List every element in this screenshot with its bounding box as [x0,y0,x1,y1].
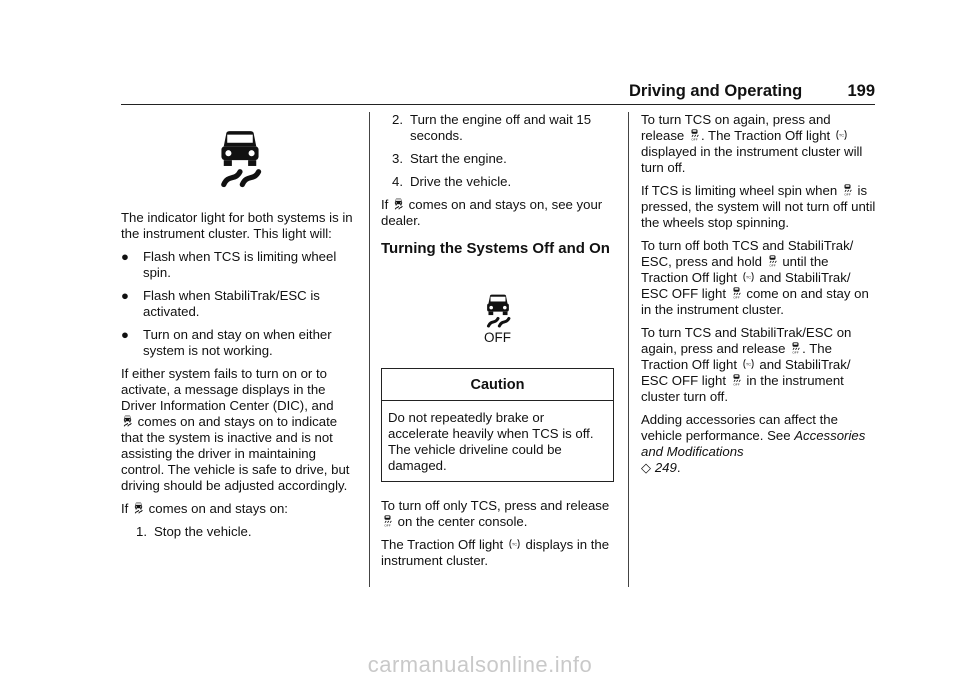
accessories-text: Adding accessories can affect the vehicle performance. See Accessories and Modifications ◇ 249. [641,412,866,475]
failure-text: If either system fails to turn on or to activate, a message displays in the Driver Information Center (DIC), and comes on and stays on to indicate that the system is inactive and is not assisting the driver in maintaining control. The vehicle is safe to drive, but driving should be adjusted accordingly. [121,366,350,493]
stabilitrak-skid-icon [216,130,264,188]
list-item: 1. Stop the vehicle. [136,524,252,539]
list-item: 2. Turn the engine off and wait 15 seconds. [392,112,592,143]
stabilitrak-skid-icon [394,198,403,210]
caution-box [381,368,614,482]
intro-text: The indicator light for both systems is in the instrument cluster. This light will: [121,210,353,241]
turn-off-tcs-text: To turn off only TCS, press and release on the center console. [381,498,610,529]
traction-off-icon [743,271,754,283]
list-item: ● Flash when StabiliTrak/ESC is activated. [121,288,320,319]
tcs-button-icon [383,515,392,527]
page-ref-arrow-icon: ◇ [641,460,652,475]
turn-on-tcs-text: To turn TCS on again, press and release . The Traction Off light displayed in the instrument cluster will turn off. [641,112,863,175]
tcs-button-icon [690,129,699,141]
page-ref[interactable]: 249 [654,460,677,475]
if-on-text: If comes on and stays on: [121,501,288,516]
turn-off-both-text: To turn off both TCS and StabiliTrak/ ESC, press and hold until the Traction Off light and StabiliTrak/ ESC OFF light come on and stay on in the instrument cluster. [641,238,869,317]
stabilitrak-skid-icon [134,502,143,514]
tcs-button-icon [843,184,852,196]
stabilitrak-off-icon [732,374,741,386]
section-title: Driving and Operating [629,82,803,100]
column-3 [641,112,877,483]
turn-on-both-text: To turn TCS and StabiliTrak/ESC on again, press and release . The Traction Off light and StabiliTrak/ ESC OFF light in the instrument cluster turn off. [641,325,852,404]
traction-off-text: The Traction Off light displays in the instrument cluster. [381,537,610,568]
column-divider [628,112,629,587]
tcs-button-icon [768,255,777,267]
traction-off-icon [509,538,520,550]
tcs-button-icon [791,342,800,354]
header-rule [121,104,875,105]
watermark: carmanualsonline.info [367,652,593,677]
caution-title: Caution [382,369,613,401]
page-number: 199 [847,82,875,100]
column-1 [121,130,357,547]
section-heading: Turning the Systems Off and On [381,240,610,257]
list-item: 3. Start the engine. [392,151,507,166]
column-2 [381,112,614,576]
caution-body: Do not repeatedly brake or accelerate heavily when TCS is off. The vehicle driveline could be damaged. [388,410,594,473]
column-divider [369,112,370,587]
see-dealer-text: If comes on and stays on, see your dealer. [381,197,603,228]
accessories-link[interactable]: Accessories and Modifications [641,428,866,459]
traction-off-icon [836,129,847,141]
list-item: ● Flash when TCS is limiting wheel spin. [121,249,337,280]
list-item: 4. Drive the vehicle. [392,174,512,189]
page-header [629,82,875,104]
stabilitrak-off-icon: OFF [381,294,614,346]
traction-off-icon [743,358,754,370]
list-item: ● Turn on and stay on when either system is not working. [121,327,332,358]
stabilitrak-off-icon [732,287,741,299]
stabilitrak-skid-icon [123,415,132,427]
limiting-spin-text: If TCS is limiting wheel spin when is pressed, the system will not turn off until the wheels stop spinning. [641,183,876,230]
